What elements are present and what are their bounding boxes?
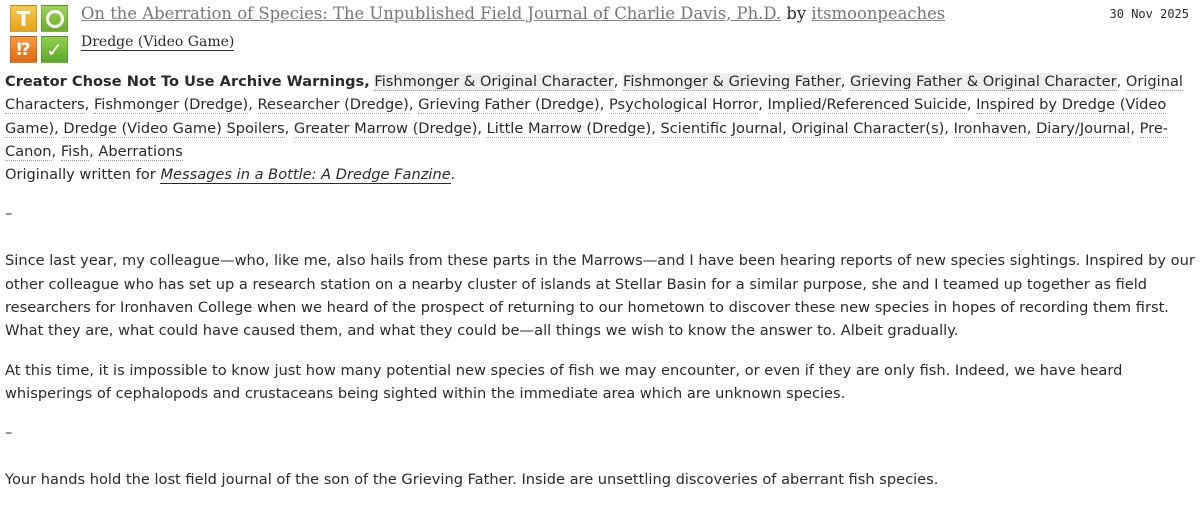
- author-link[interactable]: itsmoonpeaches: [811, 4, 946, 23]
- freeform-tag[interactable]: Fish: [60, 142, 90, 160]
- freeform-tag[interactable]: Ironhaven: [953, 119, 1027, 137]
- relationship-tag[interactable]: Fishmonger & Grieving Father: [623, 73, 841, 90]
- summary-paragraph: Since last year, my colleague—who, like me, also hails from these parts in the Marrows—and I have been hearing reports of new species sightings. Inspired by our other colleague who has set up a research station on a nearby cluster of islands at Stellar Basin for a similar purpose, she and I teamed up together as field researchers for Ironhaven College when we heard of the prospect of returning to our hometown to discover these new species in hopes of recording them first. What they are, what could have caused them, and what they could be—all things we wish to know the answer to. Albeit gradually.: [5, 252, 1195, 340]
- character-tag[interactable]: Researcher (Dredge): [257, 96, 409, 114]
- tag-list: Creator Chose Not To Use Archive Warnings, Fishmonger & Original Character, Fishmonger & Grieving Father, Grieving Father & Original Character, Original Characters, Fishmonger (Dredge), Researcher (Dredge), Grieving Father (Dredge), Psychological Horror, Implied/Referenced Suicide, Inspired by Dredge (Video Game), Dredge (Video Game) Spoilers, Greater Marrow (Dredge), Little Marrow (Dredge), Scientific Journal, Original Character(s), Ironhaven, Diary/Journal, Pre-Canon, Fish, Aberrations: [5, 73, 1183, 160]
- freeform-tag[interactable]: Aberrations: [98, 142, 183, 160]
- fanzine-link[interactable]: Messages in a Bottle: A Dredge Fanzine: [160, 166, 451, 184]
- relationship-tag[interactable]: Fishmonger & Original Character: [374, 73, 614, 90]
- freeform-tag[interactable]: Inspired by Dredge (Video Game): [5, 96, 1167, 137]
- fandom: [81, 34, 234, 50]
- rating-teen-icon[interactable]: T: [10, 5, 37, 32]
- warning-choose-not-icon[interactable]: ⁉: [10, 36, 37, 63]
- separator: –: [5, 205, 13, 223]
- character-tag[interactable]: Grieving Father (Dredge): [418, 96, 600, 114]
- required-tags: [10, 5, 70, 65]
- fandom-link[interactable]: Dredge (Video Game): [81, 34, 235, 50]
- work-header: [5, 0, 1195, 68]
- freeform-tag[interactable]: Greater Marrow (Dredge): [293, 119, 478, 137]
- freeform-tag[interactable]: Implied/Referenced Suicide: [767, 96, 967, 114]
- freeform-tag[interactable]: Little Marrow (Dredge): [486, 119, 652, 137]
- intro-suffix: .: [450, 166, 456, 184]
- freeform-tag[interactable]: Original Character(s): [791, 119, 945, 137]
- freeform-tag[interactable]: Dredge (Video Game) Spoilers: [63, 119, 285, 137]
- summary: [5, 163, 1195, 491]
- freeform-tag[interactable]: Psychological Horror: [609, 96, 759, 114]
- by-text: by: [786, 4, 807, 23]
- publish-date: 30 Nov 2025: [1109, 7, 1189, 21]
- separator: –: [5, 424, 13, 442]
- archive-warning-tag[interactable]: Creator Chose Not To Use Archive Warnings,: [5, 73, 370, 90]
- character-tag[interactable]: Original Characters: [5, 73, 1183, 114]
- summary-paragraph: Your hands hold the lost field journal of the son of the Grieving Father. Inside are unsettling discoveries of aberrant fish species.: [5, 471, 939, 489]
- summary-paragraph: At this time, it is impossible to know just how many potential new species of fish we may encounter, or even if they are only fish. Indeed, we have heard whisperings of cephalopods and crustaceans being sighted within the immediate area which are unknown species.: [5, 361, 1123, 402]
- work-title-link[interactable]: On the Aberration of Species: The Unpublished Field Journal of Charlie Davis, Ph.D.: [81, 4, 782, 23]
- freeform-tag[interactable]: Pre-Canon: [5, 119, 1169, 160]
- relationship-tag[interactable]: Grieving Father & Original Character: [849, 73, 1117, 90]
- summary-intro: [5, 163, 1195, 186]
- work-heading: [81, 4, 945, 23]
- intro-prefix: Originally written for: [5, 166, 161, 184]
- category-icon[interactable]: [41, 5, 68, 32]
- complete-work-icon[interactable]: ✓: [41, 36, 68, 63]
- freeform-tag[interactable]: Diary/Journal: [1036, 119, 1131, 137]
- character-tag[interactable]: Fishmonger (Dredge): [93, 96, 249, 114]
- freeform-tag[interactable]: Scientific Journal: [660, 119, 783, 137]
